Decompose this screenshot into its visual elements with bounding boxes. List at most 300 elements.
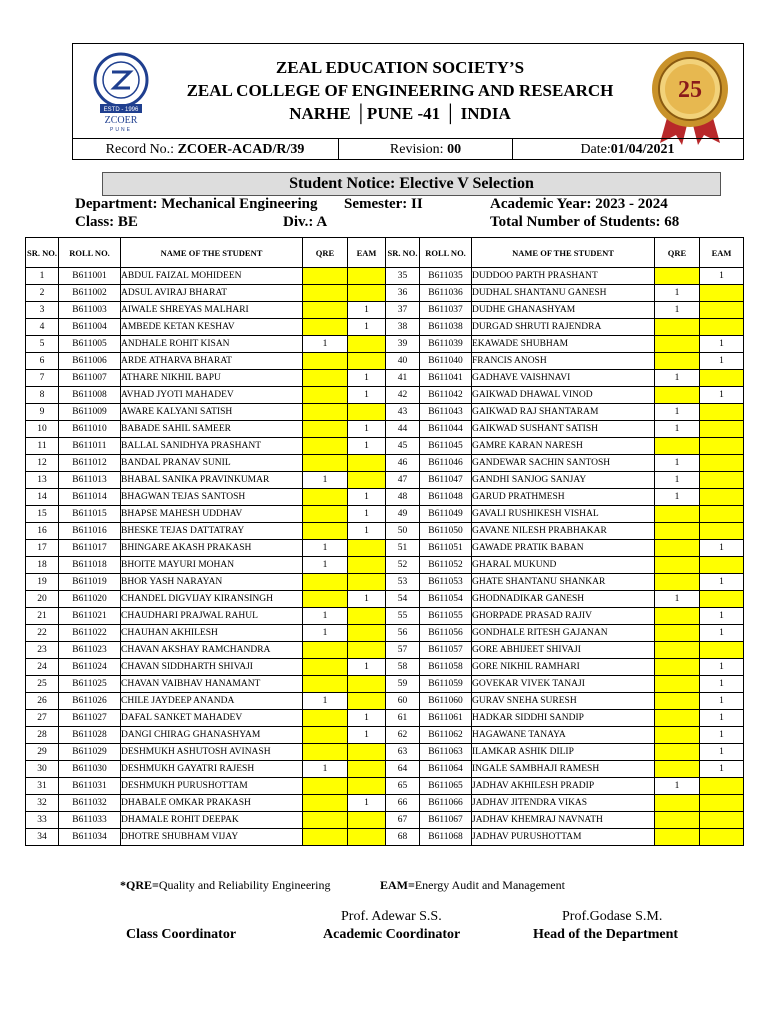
student-name: AIWALE SHREYAS MALHARI	[121, 302, 303, 319]
sr-no: 40	[386, 353, 420, 370]
eam-mark: 1	[700, 336, 744, 353]
qre-mark: 1	[655, 285, 700, 302]
table-row	[26, 506, 744, 523]
roll-no: B611017	[59, 540, 121, 557]
qre-mark	[303, 591, 348, 608]
sr-no: 45	[386, 438, 420, 455]
roll-no: B611016	[59, 523, 121, 540]
sr-no: 36	[386, 285, 420, 302]
student-name: JADHAV KHEMRAJ NAVNATH	[472, 812, 655, 829]
sr-no: 38	[386, 319, 420, 336]
eam-mark	[700, 472, 744, 489]
sr-no: 41	[386, 370, 420, 387]
sr-no: 1	[26, 268, 59, 285]
table-row	[26, 370, 744, 387]
eam-mark: 1	[348, 438, 386, 455]
sr-no: 56	[386, 625, 420, 642]
eam-mark	[700, 506, 744, 523]
qre-mark	[655, 727, 700, 744]
qre-mark: 1	[303, 336, 348, 353]
student-name: ATHARE NIKHIL BAPU	[121, 370, 303, 387]
sr-no: 27	[26, 710, 59, 727]
roll-no: B611039	[420, 336, 472, 353]
class: Class: BE	[75, 214, 138, 230]
student-name: GAVANE NILESH PRABHAKAR	[472, 523, 655, 540]
sr-no: 16	[26, 523, 59, 540]
qre-mark: 1	[303, 472, 348, 489]
qre-mark: 1	[303, 608, 348, 625]
table-row	[26, 829, 744, 846]
col-qre: QRE	[303, 238, 348, 268]
eam-mark: 1	[700, 727, 744, 744]
sr-no: 35	[386, 268, 420, 285]
roll-no: B611006	[59, 353, 121, 370]
student-name: GORE NIKHIL RAMHARI	[472, 659, 655, 676]
student-name: DHABALE OMKAR PRAKASH	[121, 795, 303, 812]
sr-no: 42	[386, 387, 420, 404]
table-row	[26, 795, 744, 812]
qre-mark	[655, 336, 700, 353]
student-name: BHINGARE AKASH PRAKASH	[121, 540, 303, 557]
sr-no: 8	[26, 387, 59, 404]
eam-mark: 1	[348, 795, 386, 812]
roll-no: B611005	[59, 336, 121, 353]
roll-no: B611034	[59, 829, 121, 846]
qre-mark	[655, 523, 700, 540]
student-name: DURGAD SHRUTI RAJENDRA	[472, 319, 655, 336]
sr-no: 55	[386, 608, 420, 625]
eam-mark: 1	[348, 506, 386, 523]
roll-no: B611002	[59, 285, 121, 302]
sr-no: 37	[386, 302, 420, 319]
sr-no: 3	[26, 302, 59, 319]
student-name: JADHAV AKHILESH PRADIP	[472, 778, 655, 795]
qre-mark: 1	[303, 540, 348, 557]
eam-mark	[348, 812, 386, 829]
eam-mark: 1	[348, 319, 386, 336]
qre-mark	[303, 489, 348, 506]
eam-mark	[700, 489, 744, 506]
qre-mark	[655, 693, 700, 710]
qre-mark: 1	[303, 625, 348, 642]
student-name: BHAPSE MAHESH UDDHAV	[121, 506, 303, 523]
table-row	[26, 710, 744, 727]
student-name: CHAUDHARI PRAJWAL RAHUL	[121, 608, 303, 625]
sr-no: 19	[26, 574, 59, 591]
roll-no: B611032	[59, 795, 121, 812]
table-row	[26, 268, 744, 285]
eam-mark	[348, 455, 386, 472]
roll-no: B611043	[420, 404, 472, 421]
student-name: DHAMALE ROHIT DEEPAK	[121, 812, 303, 829]
sr-no: 32	[26, 795, 59, 812]
eam-mark	[700, 642, 744, 659]
table-row	[26, 489, 744, 506]
logo-estd: ESTD - 1996	[103, 107, 139, 113]
table-row	[26, 574, 744, 591]
eam-mark	[348, 472, 386, 489]
roll-no: B611038	[420, 319, 472, 336]
roll-no: B611063	[420, 744, 472, 761]
sr-no: 49	[386, 506, 420, 523]
student-name: GONDHALE RITESH GAJANAN	[472, 625, 655, 642]
eam-mark: 1	[700, 625, 744, 642]
student-name: GORE ABHIJEET SHIVAJI	[472, 642, 655, 659]
sr-no: 29	[26, 744, 59, 761]
eam-mark	[348, 642, 386, 659]
sr-no: 65	[386, 778, 420, 795]
college-name: ZEAL COLLEGE OF ENGINEERING AND RESEARCH	[186, 81, 614, 100]
table-row	[26, 472, 744, 489]
qre-mark	[655, 659, 700, 676]
eam-mark	[348, 268, 386, 285]
table-row	[26, 642, 744, 659]
roll-no: B611033	[59, 812, 121, 829]
sr-no: 4	[26, 319, 59, 336]
student-name: GAIKWAD DHAWAL VINOD	[472, 387, 655, 404]
eam-mark: 1	[348, 591, 386, 608]
roll-no: B611047	[420, 472, 472, 489]
student-name: ADSUL AVIRAJ BHARAT	[121, 285, 303, 302]
student-name: GURAV SNEHA SURESH	[472, 693, 655, 710]
roll-no: B611028	[59, 727, 121, 744]
qre-mark: 1	[655, 421, 700, 438]
eam-mark	[700, 302, 744, 319]
sr-no: 63	[386, 744, 420, 761]
sr-no: 52	[386, 557, 420, 574]
roll-no: B611011	[59, 438, 121, 455]
student-table	[25, 237, 744, 846]
col-roll-no: ROLL NO.	[59, 238, 121, 268]
student-name: ANDHALE ROHIT KISAN	[121, 336, 303, 353]
student-name: CHAVAN SIDDHARTH SHIVAJI	[121, 659, 303, 676]
sr-no: 26	[26, 693, 59, 710]
qre-mark	[303, 319, 348, 336]
table-row	[26, 336, 744, 353]
eam-mark	[700, 319, 744, 336]
roll-no: B611009	[59, 404, 121, 421]
qre-mark	[303, 795, 348, 812]
roll-no: B611013	[59, 472, 121, 489]
sr-no: 66	[386, 795, 420, 812]
roll-no: B611031	[59, 778, 121, 795]
roll-no: B611004	[59, 319, 121, 336]
col-roll-no-2: ROLL NO.	[420, 238, 472, 268]
footnote-eam: EAM=Energy Audit and Management	[380, 878, 565, 892]
eam-mark: 1	[348, 302, 386, 319]
sr-no: 17	[26, 540, 59, 557]
sr-no: 14	[26, 489, 59, 506]
student-name: GHORPADE PRASAD RAJIV	[472, 608, 655, 625]
student-name: ILAMKAR ASHIK DILIP	[472, 744, 655, 761]
col-name-2: NAME OF THE STUDENT	[472, 238, 655, 268]
sr-no: 7	[26, 370, 59, 387]
roll-no: B611040	[420, 353, 472, 370]
student-name: INGALE SAMBHAJI RAMESH	[472, 761, 655, 778]
eam-mark	[700, 523, 744, 540]
student-name: CHAVAN AKSHAY RAMCHANDRA	[121, 642, 303, 659]
table-row	[26, 302, 744, 319]
eam-mark	[700, 812, 744, 829]
student-name: BANDAL PRANAV SUNIL	[121, 455, 303, 472]
table-header-row	[26, 238, 744, 268]
student-name: DUDDOO PARTH PRASHANT	[472, 268, 655, 285]
sr-no: 10	[26, 421, 59, 438]
col-qre-2: QRE	[655, 238, 700, 268]
sr-no: 60	[386, 693, 420, 710]
roll-no: B611045	[420, 438, 472, 455]
qre-mark	[655, 387, 700, 404]
col-eam: EAM	[348, 238, 386, 268]
eam-mark: 1	[348, 710, 386, 727]
sr-no: 9	[26, 404, 59, 421]
table-row	[26, 812, 744, 829]
student-name: JADHAV JITENDRA VIKAS	[472, 795, 655, 812]
student-name: GAWADE PRATIK BABAN	[472, 540, 655, 557]
sr-no: 61	[386, 710, 420, 727]
table-row	[26, 778, 744, 795]
total-students: Total Number of Students: 68	[490, 214, 680, 230]
semester: Semester: II	[344, 196, 423, 212]
sr-no: 51	[386, 540, 420, 557]
eam-mark: 1	[700, 353, 744, 370]
sr-no: 39	[386, 336, 420, 353]
qre-mark	[303, 744, 348, 761]
eam-mark: 1	[700, 540, 744, 557]
qre-mark	[655, 574, 700, 591]
eam-mark: 1	[348, 370, 386, 387]
roll-no: B611064	[420, 761, 472, 778]
roll-no: B611008	[59, 387, 121, 404]
eam-mark	[348, 557, 386, 574]
sr-no: 54	[386, 591, 420, 608]
qre-mark	[655, 557, 700, 574]
roll-no: B611024	[59, 659, 121, 676]
roll-no: B611054	[420, 591, 472, 608]
student-name: DAFAL SANKET MAHADEV	[121, 710, 303, 727]
qre-mark	[655, 829, 700, 846]
sr-no: 24	[26, 659, 59, 676]
qre-mark	[655, 438, 700, 455]
table-body	[26, 268, 744, 846]
roll-no: B611060	[420, 693, 472, 710]
roll-no: B611044	[420, 421, 472, 438]
qre-mark	[303, 659, 348, 676]
roll-no: B611056	[420, 625, 472, 642]
table-row	[26, 591, 744, 608]
eam-mark	[700, 421, 744, 438]
student-name: DESHMUKH GAYATRI RAJESH	[121, 761, 303, 778]
sr-no: 13	[26, 472, 59, 489]
qre-mark: 1	[655, 370, 700, 387]
sr-no: 64	[386, 761, 420, 778]
student-name: BABADE SAHIL SAMEER	[121, 421, 303, 438]
student-name: DUDHAL SHANTANU GANESH	[472, 285, 655, 302]
roll-no: B611035	[420, 268, 472, 285]
student-name: HAGAWANE TANAYA	[472, 727, 655, 744]
student-name: CHAVAN VAIBHAV HANAMANT	[121, 676, 303, 693]
sr-no: 48	[386, 489, 420, 506]
qre-mark	[655, 795, 700, 812]
student-name: DESHMUKH PURUSHOTTAM	[121, 778, 303, 795]
student-name: ABDUL FAIZAL MOHIDEEN	[121, 268, 303, 285]
eam-mark: 1	[348, 387, 386, 404]
logo-text: ZCOER	[104, 115, 138, 126]
eam-mark: 1	[700, 693, 744, 710]
table-row	[26, 540, 744, 557]
eam-mark	[348, 761, 386, 778]
student-name: CHAUHAN AKHILESH	[121, 625, 303, 642]
col-name: NAME OF THE STUDENT	[121, 238, 303, 268]
student-name: FRANCIS ANOSH	[472, 353, 655, 370]
academic-coordinator-name: Prof. Adewar S.S.	[341, 909, 442, 924]
eam-mark: 1	[700, 387, 744, 404]
qre-mark	[303, 642, 348, 659]
record-number: Record No.: ZCOER-ACAD/R/39	[72, 139, 339, 160]
roll-no: B611026	[59, 693, 121, 710]
student-name: BHOITE MAYURI MOHAN	[121, 557, 303, 574]
sr-no: 46	[386, 455, 420, 472]
table-row	[26, 727, 744, 744]
qre-mark	[303, 438, 348, 455]
qre-mark: 1	[655, 489, 700, 506]
student-name: BALLAL SANIDHYA PRASHANT	[121, 438, 303, 455]
hod-role: Head of the Department	[533, 927, 679, 942]
eam-mark	[700, 438, 744, 455]
eam-mark	[700, 370, 744, 387]
sr-no: 33	[26, 812, 59, 829]
student-name: CHILE JAYDEEP ANANDA	[121, 693, 303, 710]
eam-mark	[348, 353, 386, 370]
sr-no: 57	[386, 642, 420, 659]
sr-no: 18	[26, 557, 59, 574]
qre-mark	[303, 812, 348, 829]
qre-mark: 1	[655, 302, 700, 319]
eam-mark	[348, 693, 386, 710]
student-name: DANGI CHIRAG GHANASHYAM	[121, 727, 303, 744]
student-name: DESHMUKH ASHUTOSH AVINASH	[121, 744, 303, 761]
table-row	[26, 421, 744, 438]
table-row	[26, 659, 744, 676]
qre-mark	[303, 727, 348, 744]
eam-mark	[700, 285, 744, 302]
eam-mark: 1	[700, 744, 744, 761]
eam-mark	[348, 829, 386, 846]
eam-mark: 1	[700, 268, 744, 285]
eam-mark	[700, 591, 744, 608]
roll-no: B611050	[420, 523, 472, 540]
student-name: BHOR YASH NARAYAN	[121, 574, 303, 591]
qre-mark: 1	[303, 761, 348, 778]
qre-mark	[655, 710, 700, 727]
qre-mark	[655, 642, 700, 659]
qre-mark	[655, 761, 700, 778]
sr-no: 2	[26, 285, 59, 302]
qre-mark	[303, 676, 348, 693]
student-name: EKAWADE SHUBHAM	[472, 336, 655, 353]
table-row	[26, 625, 744, 642]
qre-mark	[655, 812, 700, 829]
roll-no: B611020	[59, 591, 121, 608]
qre-mark	[303, 523, 348, 540]
qre-mark: 1	[655, 778, 700, 795]
eam-mark: 1	[700, 710, 744, 727]
roll-no: B611051	[420, 540, 472, 557]
student-name: GHATE SHANTANU SHANKAR	[472, 574, 655, 591]
student-name: AVHAD JYOTI MAHADEV	[121, 387, 303, 404]
eam-mark: 1	[348, 727, 386, 744]
qre-mark	[303, 353, 348, 370]
table-row	[26, 608, 744, 625]
eam-mark: 1	[348, 523, 386, 540]
student-name: DHOTRE SHUBHAM VIJAY	[121, 829, 303, 846]
eam-mark	[700, 455, 744, 472]
eam-mark: 1	[700, 574, 744, 591]
sr-no: 20	[26, 591, 59, 608]
student-name: GADHAVE VAISHNAVI	[472, 370, 655, 387]
sr-no: 68	[386, 829, 420, 846]
student-name: CHANDEL DIGVIJAY KIRANSINGH	[121, 591, 303, 608]
student-name: GANDEWAR SACHIN SANTOSH	[472, 455, 655, 472]
sr-no: 5	[26, 336, 59, 353]
roll-no: B611027	[59, 710, 121, 727]
qre-mark	[303, 710, 348, 727]
roll-no: B611018	[59, 557, 121, 574]
eam-mark	[348, 574, 386, 591]
student-name: JADHAV PURUSHOTTAM	[472, 829, 655, 846]
society-name: ZEAL EDUCATION SOCIETY’S	[275, 58, 525, 77]
division: Div.: A	[283, 214, 328, 230]
table-row	[26, 761, 744, 778]
roll-no: B611053	[420, 574, 472, 591]
sr-no: 67	[386, 812, 420, 829]
eam-mark: 1	[348, 489, 386, 506]
eam-mark: 1	[700, 676, 744, 693]
sr-no: 23	[26, 642, 59, 659]
hod-name: Prof.Godase S.M.	[562, 909, 663, 924]
eam-mark	[700, 829, 744, 846]
table-row	[26, 744, 744, 761]
roll-no: B611048	[420, 489, 472, 506]
sr-no: 28	[26, 727, 59, 744]
sr-no: 25	[26, 676, 59, 693]
eam-mark	[700, 404, 744, 421]
student-name: HADKAR SIDDHI SANDIP	[472, 710, 655, 727]
qre-mark	[655, 268, 700, 285]
roll-no: B611049	[420, 506, 472, 523]
sr-no: 22	[26, 625, 59, 642]
eam-mark	[348, 676, 386, 693]
student-name: BHAGWAN TEJAS SANTOSH	[121, 489, 303, 506]
roll-no: B611012	[59, 455, 121, 472]
eam-mark	[348, 285, 386, 302]
qre-mark: 1	[655, 591, 700, 608]
notice-title: Student Notice: Elective V Selection	[102, 172, 721, 196]
class-coordinator-role: Class Coordinator	[126, 927, 237, 942]
table-row	[26, 285, 744, 302]
student-name: GAMRE KARAN NARESH	[472, 438, 655, 455]
sr-no: 50	[386, 523, 420, 540]
qre-mark	[655, 506, 700, 523]
roll-no: B611066	[420, 795, 472, 812]
eam-mark: 1	[348, 659, 386, 676]
roll-no: B611019	[59, 574, 121, 591]
roll-no: B611046	[420, 455, 472, 472]
footnote-qre: *QRE=Quality and Reliability Engineering	[120, 878, 331, 892]
eam-mark	[348, 336, 386, 353]
roll-no: B611042	[420, 387, 472, 404]
eam-mark	[700, 795, 744, 812]
